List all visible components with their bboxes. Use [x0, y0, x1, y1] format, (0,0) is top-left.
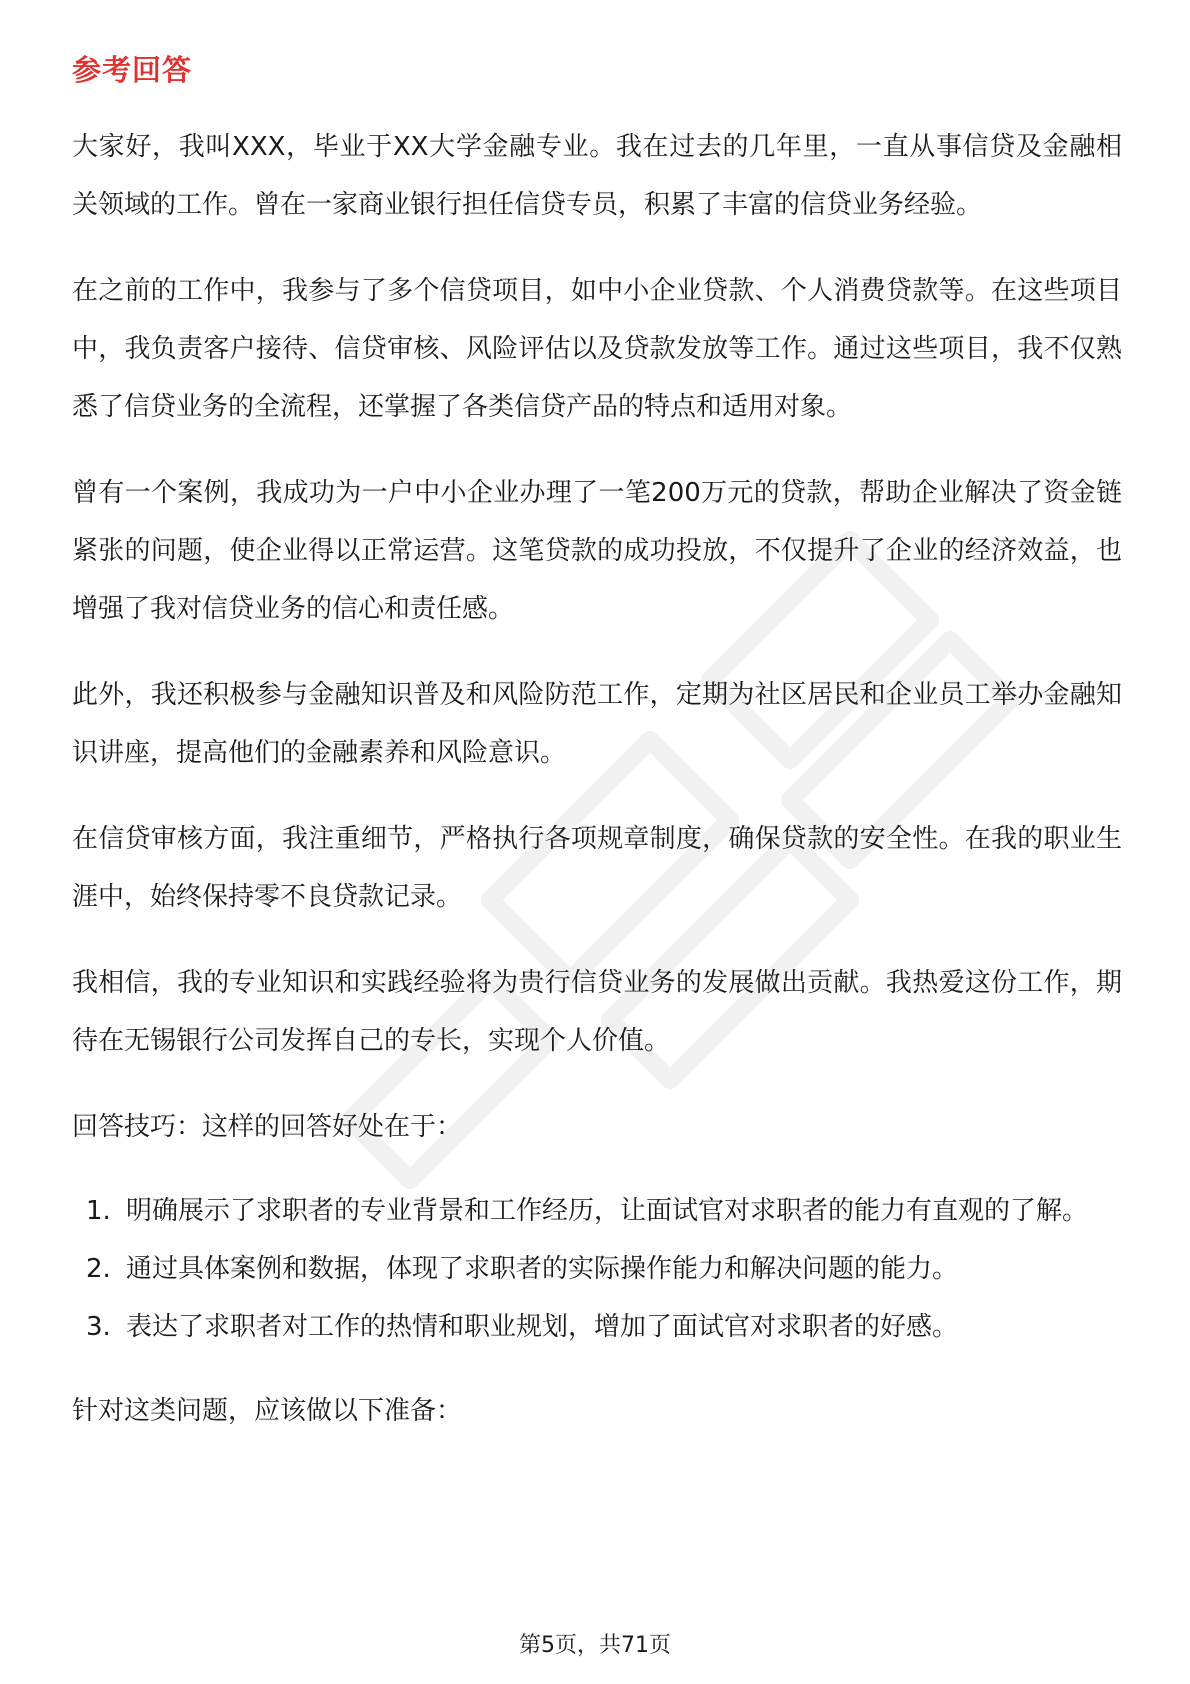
- section-heading: 参考回答: [72, 53, 193, 87]
- list-item: [72, 1298, 1122, 1356]
- paragraph-closing: 我相信，我的专业知识和实践经验将为贵行信贷业务的发展做出贡献。我热爱这份工作，期待在无锡银行公司发挥自己的专长，实现个人价值。: [72, 968, 1122, 1056]
- tips-list: [72, 1182, 1122, 1356]
- preparation-intro: 针对这类问题，应该做以下准备：: [72, 1396, 463, 1426]
- list-item-number: 1.: [86, 1196, 111, 1226]
- list-item-text: 明确展示了求职者的专业背景和工作经历，让面试官对求职者的能力有直观的了解。: [126, 1196, 1089, 1226]
- paragraph-projects: 在之前的工作中，我参与了多个信贷项目，如中小企业贷款、个人消费贷款等。在这些项目中，我负责客户接待、信贷审核、风险评估以及贷款发放等工作。通过这些项目，我不仅熟悉了信贷业务的全流程，还掌握了各类信贷产品的特点和适用对象。: [72, 276, 1122, 422]
- list-item: [72, 1182, 1122, 1240]
- paragraph-case: 曾有一个案例，我成功为一户中小企业办理了一笔200万元的贷款，帮助企业解决了资金链紧张的问题，使企业得以正常运营。这笔贷款的成功投放，不仅提升了企业的经济效益，也增强了我对信贷业务的信心和责任感。: [72, 478, 1122, 624]
- document-body: [72, 118, 1122, 1468]
- list-item-number: 3.: [86, 1312, 111, 1342]
- list-item-text: 表达了求职者对工作的热情和职业规划，增加了面试官对求职者的好感。: [126, 1312, 959, 1342]
- page-number: 第5页，共71页: [519, 1633, 671, 1658]
- list-item: [72, 1240, 1122, 1298]
- list-item-text: 通过具体案例和数据，体现了求职者的实际操作能力和解决问题的能力。: [126, 1254, 959, 1284]
- paragraph-intro: 大家好，我叫XXX，毕业于XX大学金融专业。我在过去的几年里，一直从事信贷及金融相关领域的工作。曾在一家商业银行担任信贷专员，积累了丰富的信贷业务经验。: [72, 132, 1122, 220]
- paragraph-review: 在信贷审核方面，我注重细节，严格执行各项规章制度，确保贷款的安全性。在我的职业生涯中，始终保持零不良贷款记录。: [72, 824, 1122, 912]
- paragraph-outreach: 此外，我还积极参与金融知识普及和风险防范工作，定期为社区居民和企业员工举办金融知识讲座，提高他们的金融素养和风险意识。: [72, 680, 1122, 768]
- tips-intro: 回答技巧：这样的回答好处在于：: [72, 1112, 463, 1142]
- list-item-number: 2.: [86, 1254, 111, 1284]
